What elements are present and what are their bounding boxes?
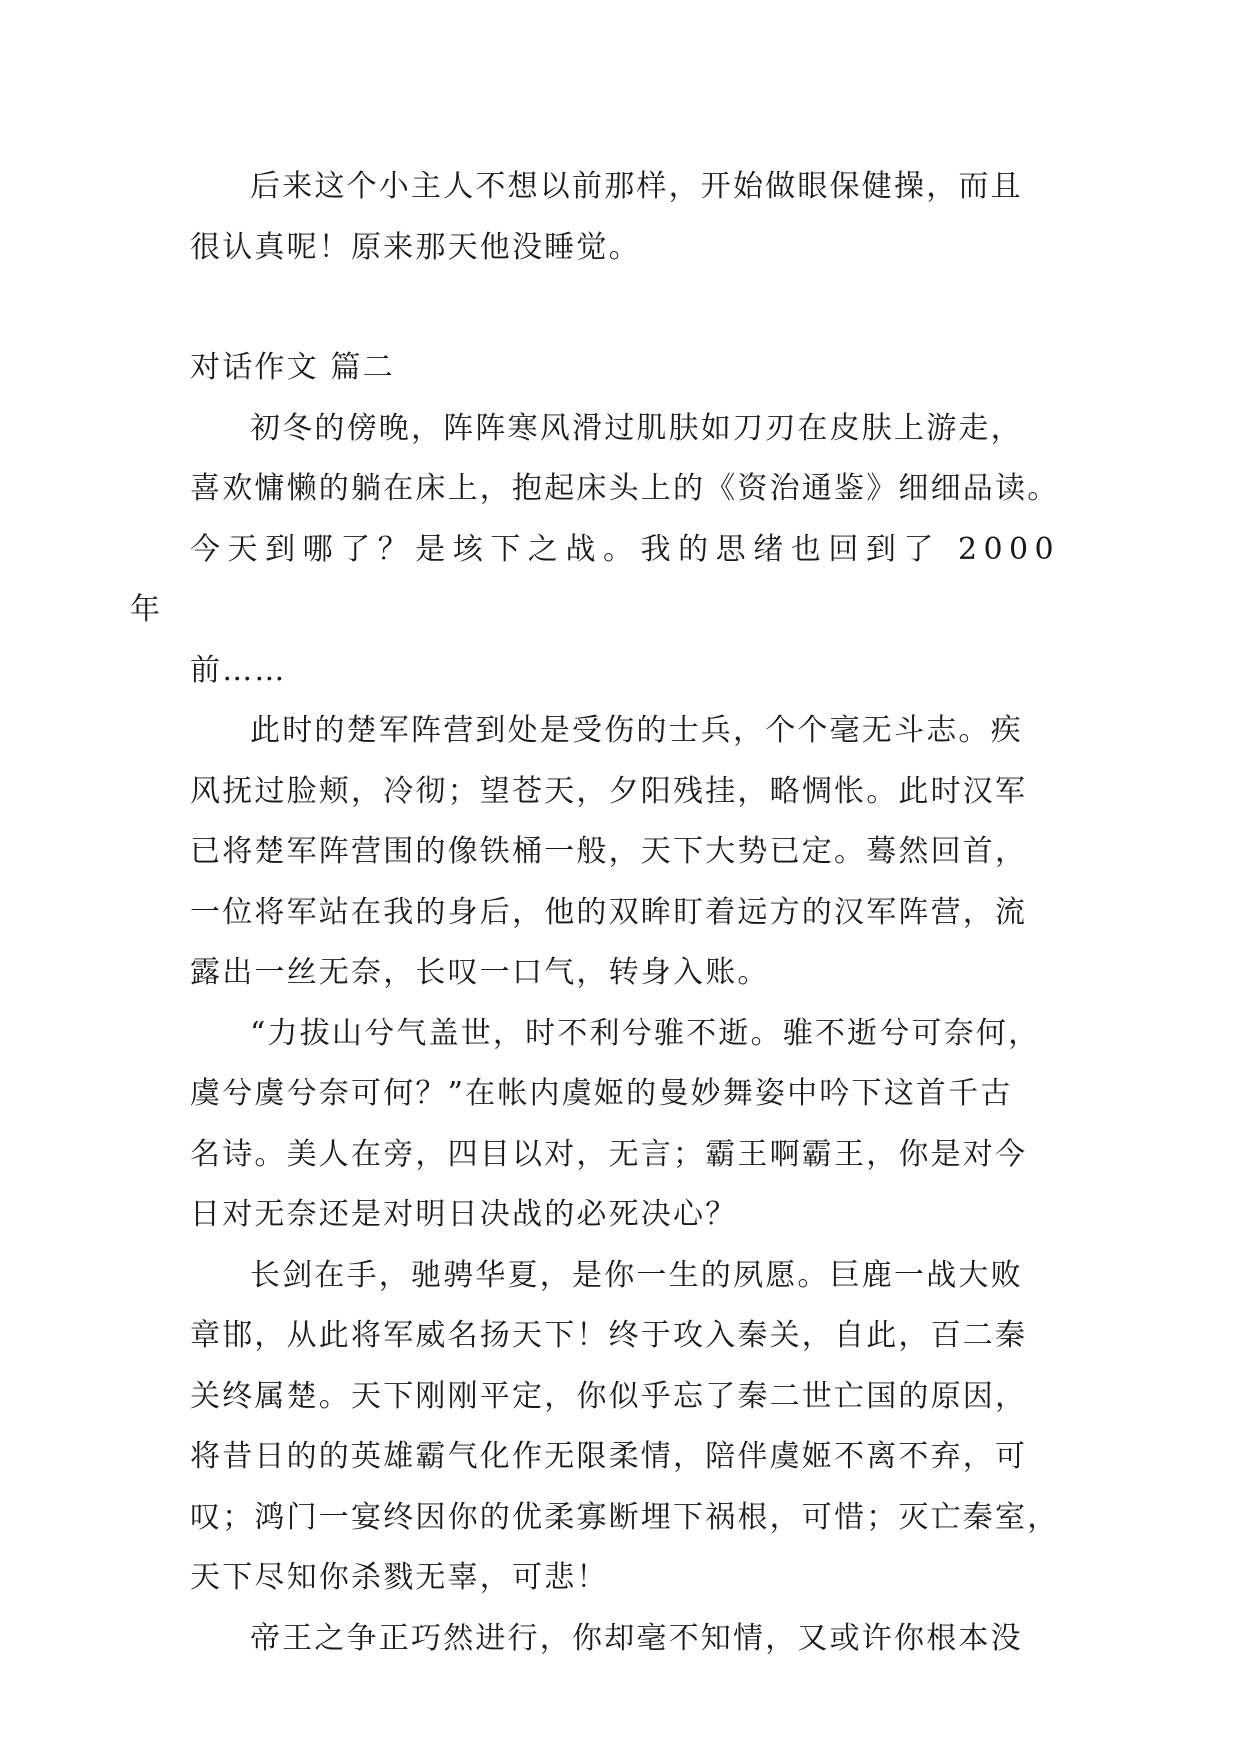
document-body bbox=[130, 157, 1076, 1669]
text-line: 已将楚军阵营围的像铁桶一般，天下大势已定。蓦然回首， bbox=[190, 834, 1028, 869]
text-line: 将昔日的的英雄霸气化作无限柔情，陪伴虞姬不离不弃，可 bbox=[190, 1439, 1028, 1474]
text-line: 日对无奈还是对明日决战的必死决心？ bbox=[190, 1197, 738, 1232]
text-line: 章邯，从此将军威名扬天下！终于攻入秦关，自此，百二秦 bbox=[190, 1318, 1028, 1353]
text-line: 风抚过脸颊，冷彻；望苍天，夕阳残挂，略惆怅。此时汉军 bbox=[190, 773, 1028, 809]
text-line: 初冬的傍晚，阵阵寒风滑过肌肤如刀刃在皮肤上游走， bbox=[250, 410, 1023, 446]
text-line: 喜欢慵懒的躺在床上，抱起床头上的《资治通鉴》细细品读。 bbox=[190, 471, 1060, 506]
text-line: 长剑在手，驰骋华夏，是你一生的夙愿。巨鹿一战大败 bbox=[250, 1257, 1023, 1293]
text-line: 叹；鸿门一宴终因你的优柔寡断埋下祸根，可惜；灭亡秦室， bbox=[190, 1499, 1060, 1535]
paragraph bbox=[130, 399, 1076, 702]
paragraph-gap bbox=[190, 278, 1060, 338]
text-line: 名诗。美人在旁，四目以对，无言；霸王啊霸王，你是对今 bbox=[190, 1136, 1028, 1172]
text-line: 今天到哪了？是垓下之战。我的思绪也回到了 2000 年 bbox=[130, 531, 1076, 627]
text-line: 天下尽知你杀戮无辜，可悲！ bbox=[190, 1560, 609, 1595]
text-line: 很认真呢！原来那天他没睡觉。 bbox=[190, 229, 641, 265]
text-line: 一位将军站在我的身后，他的双眸盯着远方的汉军阵营，流 bbox=[190, 894, 1028, 930]
text-line: 关终属楚。天下刚刚平定，你似乎忘了秦二世亡国的原因， bbox=[190, 1378, 1028, 1414]
paragraph bbox=[190, 1004, 1060, 1246]
text-line: 此时的楚军阵营到处是受伤的士兵，个个毫无斗志。疾 bbox=[250, 713, 1023, 748]
text-line: 露出一丝无奈，长叹一口气，转身入账。 bbox=[190, 955, 770, 990]
text-line: 前…… bbox=[190, 652, 287, 688]
paragraph bbox=[190, 157, 1060, 278]
paragraph bbox=[190, 701, 1060, 1004]
paragraph bbox=[190, 1609, 1060, 1670]
text-line: 后来这个小主人不想以前那样，开始做眼保健操，而且 bbox=[250, 169, 1023, 204]
paragraph bbox=[190, 1246, 1060, 1609]
section-heading: 对话作文 篇二 bbox=[190, 350, 395, 385]
text-line: “力拔山兮气盖世，时不利兮骓不逝。骓不逝兮可奈何， bbox=[250, 1015, 1041, 1051]
text-line: 帝王之争正巧然进行，你却毫不知情，又或许你根本没 bbox=[250, 1620, 1023, 1656]
text-line: 虞兮虞兮奈可何？”在帐内虞姬的曼妙舞姿中吟下这首千古 bbox=[190, 1076, 1013, 1111]
